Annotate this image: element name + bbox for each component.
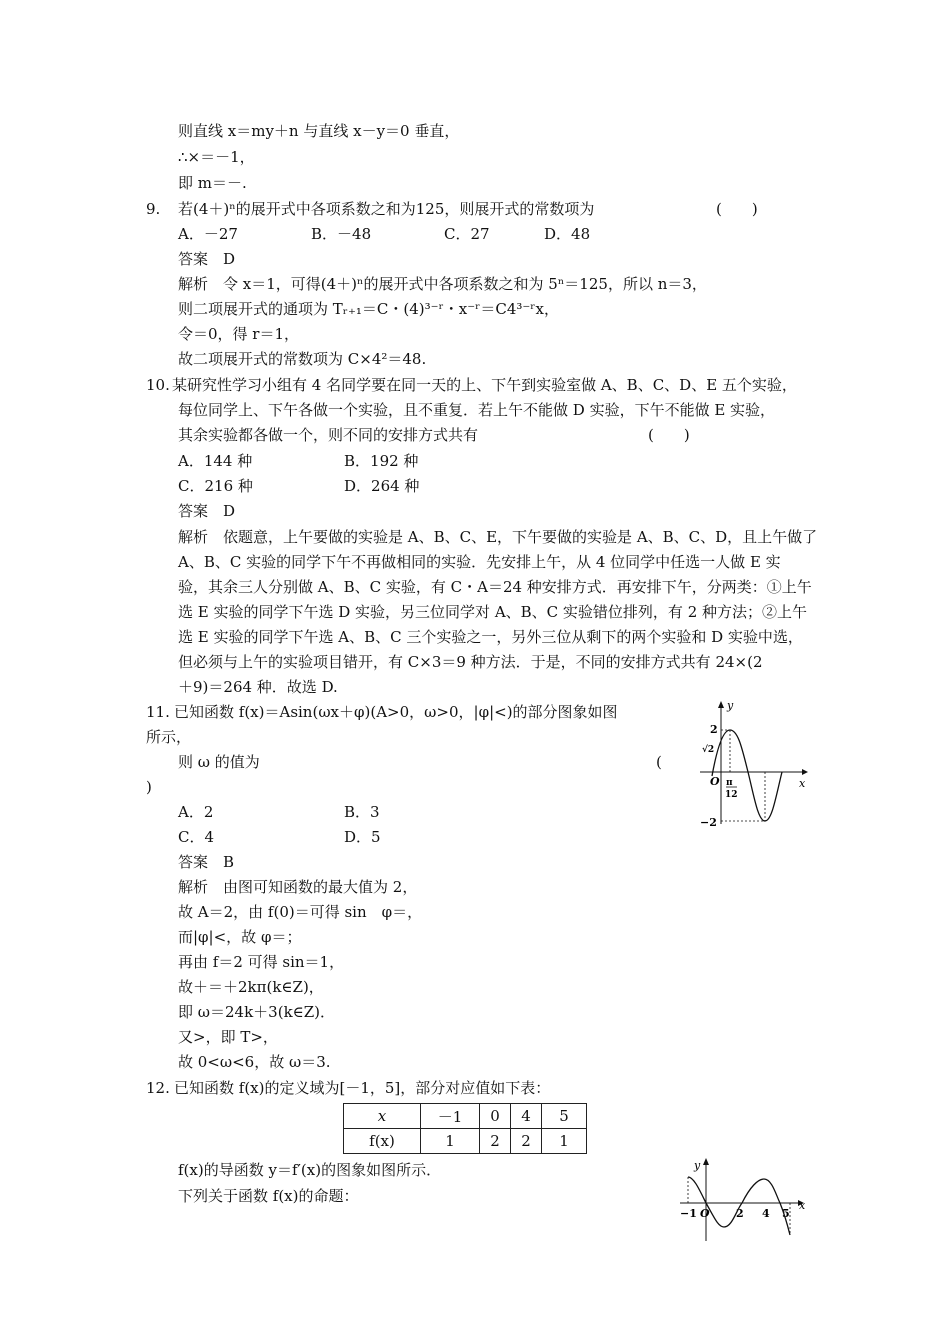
q11-paren-open: ( xyxy=(656,753,662,771)
q11-analysis-7: 又>，即 T>， xyxy=(178,1028,278,1046)
q10-analysis-2: A、B、C 实验的同学下午不再做相同的实验．先安排上午，从 4 位同学中任选一人做 E 实 xyxy=(178,553,781,571)
table-cell: 2 xyxy=(480,1129,511,1154)
q10-option-d: D．264 种 xyxy=(344,477,420,495)
q11-x-arrow xyxy=(802,769,808,775)
q9-answer: 答案 D xyxy=(178,250,236,268)
q9-stem: 若(4＋)ⁿ的展开式中各项系数之和为125，则展开式的常数项为 xyxy=(178,200,595,218)
q9-number: 9. xyxy=(146,200,161,218)
q9-option-a: A．－27 xyxy=(178,225,238,243)
q11-y0-label: √2 xyxy=(702,745,715,755)
q11-stem-2: 所示， xyxy=(146,728,192,746)
table-header-cell: 5 xyxy=(542,1104,587,1129)
table-header-cell: －1 xyxy=(421,1104,480,1129)
q11-analysis-5: 故＋＝＋2kπ(k∈Z)， xyxy=(178,978,324,996)
q10-stem-1: 某研究性学习小组有 4 名同学要在同一天的上、下午到实验室做 A、B、C、D、E 五个实验， xyxy=(172,376,797,394)
q12-x-label: x xyxy=(799,1199,806,1212)
q12-line-3: 下列关于函数 f(x)的命题： xyxy=(178,1187,359,1205)
q9-option-d: D．48 xyxy=(544,225,591,243)
q11-stem-3: 则 ω 的值为 xyxy=(178,753,260,771)
q11-number: 11. xyxy=(146,703,170,721)
q10-option-a: A．144 种 xyxy=(178,452,253,470)
table-row xyxy=(344,1129,587,1154)
table-row xyxy=(344,1104,587,1129)
q11-ymax-label: 2 xyxy=(710,723,718,736)
q10-stem-2: 每位同学上、下午各做一个实验，且不重复．若上午不能做 D 实验，下午不能做 E 实验， xyxy=(178,401,776,419)
q11-sine-curve xyxy=(712,730,782,821)
q9-analysis-1: 解析 令 x＝1，可得(4＋)ⁿ的展开式中各项系数之和为 5ⁿ＝125，所以 n＝3， xyxy=(178,275,707,293)
prev-line-1: 则直线 x＝my＋n 与直线 x－y＝0 垂直， xyxy=(178,122,460,140)
q12-tick-4: 4 xyxy=(762,1207,770,1220)
q9-analysis-3: 令＝0，得 r＝1， xyxy=(178,325,300,343)
table-cell: 1 xyxy=(421,1129,480,1154)
q11-den-label: 12 xyxy=(725,790,738,800)
q11-option-d: D．5 xyxy=(344,828,381,846)
q11-x-label: x xyxy=(799,777,806,790)
q11-origin-label: O xyxy=(710,775,720,788)
q12-y-label: y xyxy=(694,1159,701,1172)
q9-analysis-4: 故二项展开式的常数项为 C×4²＝48. xyxy=(178,350,427,368)
q10-answer: 答案 D xyxy=(178,502,236,520)
q12-derivative-curve xyxy=(688,1177,790,1235)
q10-analysis-3: 验，其余三人分别做 A、B、C 实验，有 C・A＝24 种安排方式．再安排下午，分两类：①上午 xyxy=(178,578,812,596)
q12-value-table xyxy=(343,1103,587,1154)
q12-stem: 已知函数 f(x)的定义域为[－1，5]，部分对应值如下表： xyxy=(174,1079,551,1097)
q12-line-2: f(x)的导函数 y＝f′(x)的图象如图所示． xyxy=(178,1161,442,1179)
q10-number: 10. xyxy=(146,376,170,394)
q11-pi-label: π xyxy=(726,778,733,788)
q11-analysis-1: 解析 由图可知函数的最大值为 2， xyxy=(178,878,418,896)
q12-tick-5: 5 xyxy=(782,1207,790,1220)
q12-tick-2: 2 xyxy=(736,1207,744,1220)
q9-answer-paren: ( ) xyxy=(716,200,758,218)
q11-answer: 答案 B xyxy=(178,853,235,871)
q9-option-b: B．－48 xyxy=(311,225,372,243)
table-header-cell: 0 xyxy=(480,1104,511,1129)
q11-option-b: B．3 xyxy=(344,803,380,821)
q11-y-label: y xyxy=(727,699,734,712)
q11-analysis-2: 故 A＝2，由 f(0)＝可得 sin φ＝， xyxy=(178,903,423,921)
q11-analysis-6: 即 ω＝24k＋3(k∈Z)． xyxy=(178,1003,336,1021)
prev-line-2: ∴×＝－1， xyxy=(178,148,255,166)
q9-analysis-2: 则二项展开式的通项为 Tᵣ₊₁＝C・(4)³⁻ʳ・x⁻ʳ＝C4³⁻ʳx， xyxy=(178,300,559,318)
table-cell: f(x) xyxy=(344,1129,421,1154)
q11-analysis-3: 而|φ|<，故 φ＝； xyxy=(178,928,302,946)
q10-stem-3: 其余实验都各做一个，则不同的安排方式共有 xyxy=(178,426,479,444)
q11-sine-graph xyxy=(698,698,810,828)
q11-stem-1: 已知函数 f(x)＝Asin(ωx＋φ)(A>0，ω>0，|φ|<)的部分图象如图 xyxy=(174,703,618,721)
q10-option-c: C．216 种 xyxy=(178,477,253,495)
q12-derivative-graph xyxy=(678,1155,810,1243)
q11-option-c: C．4 xyxy=(178,828,215,846)
q12-y-arrow xyxy=(703,1158,709,1165)
q11-y-arrow xyxy=(718,701,724,708)
q10-option-b: B．192 种 xyxy=(344,452,419,470)
q11-ymin-label: −2 xyxy=(700,816,717,828)
q11-analysis-4: 再由 f＝2 可得 sin＝1， xyxy=(178,953,345,971)
q10-analysis-4: 选 E 实验的同学下午选 D 实验，另三位同学对 A、B、C 实验错位排列，有 2 种方法；②上午 xyxy=(178,603,808,621)
q11-option-a: A．2 xyxy=(178,803,214,821)
table-cell: 2 xyxy=(511,1129,542,1154)
q11-analysis-8: 故 0<ω<6，故 ω＝3. xyxy=(178,1053,331,1071)
q10-answer-paren: ( ) xyxy=(648,426,690,444)
q12-number: 12. xyxy=(146,1079,170,1097)
prev-line-3: 即 m＝－. xyxy=(178,174,247,192)
table-header-cell: x xyxy=(344,1104,421,1129)
table-cell: 1 xyxy=(542,1129,587,1154)
q10-analysis-6: 但必须与上午的实验项目错开，有 C×3＝9 种方法．于是，不同的安排方式共有 24×(2 xyxy=(178,653,763,671)
q10-analysis-7: ＋9)＝264 种．故选 D. xyxy=(178,678,338,696)
q12-origin-label: O xyxy=(700,1207,710,1220)
q10-analysis-1: 解析 依题意，上午要做的实验是 A、B、C、E，下午要做的实验是 A、B、C、D，且上午做了 xyxy=(178,528,818,546)
q11-paren-close: ) xyxy=(146,778,152,796)
q9-option-c: C．27 xyxy=(444,225,490,243)
q12-tick-neg1: −1 xyxy=(680,1207,697,1220)
table-header-cell: 4 xyxy=(511,1104,542,1129)
q10-analysis-5: 选 E 实验的同学下午选 A、B、C 三个实验之一，另外三位从剩下的两个实验和 D 实验中选， xyxy=(178,628,803,646)
